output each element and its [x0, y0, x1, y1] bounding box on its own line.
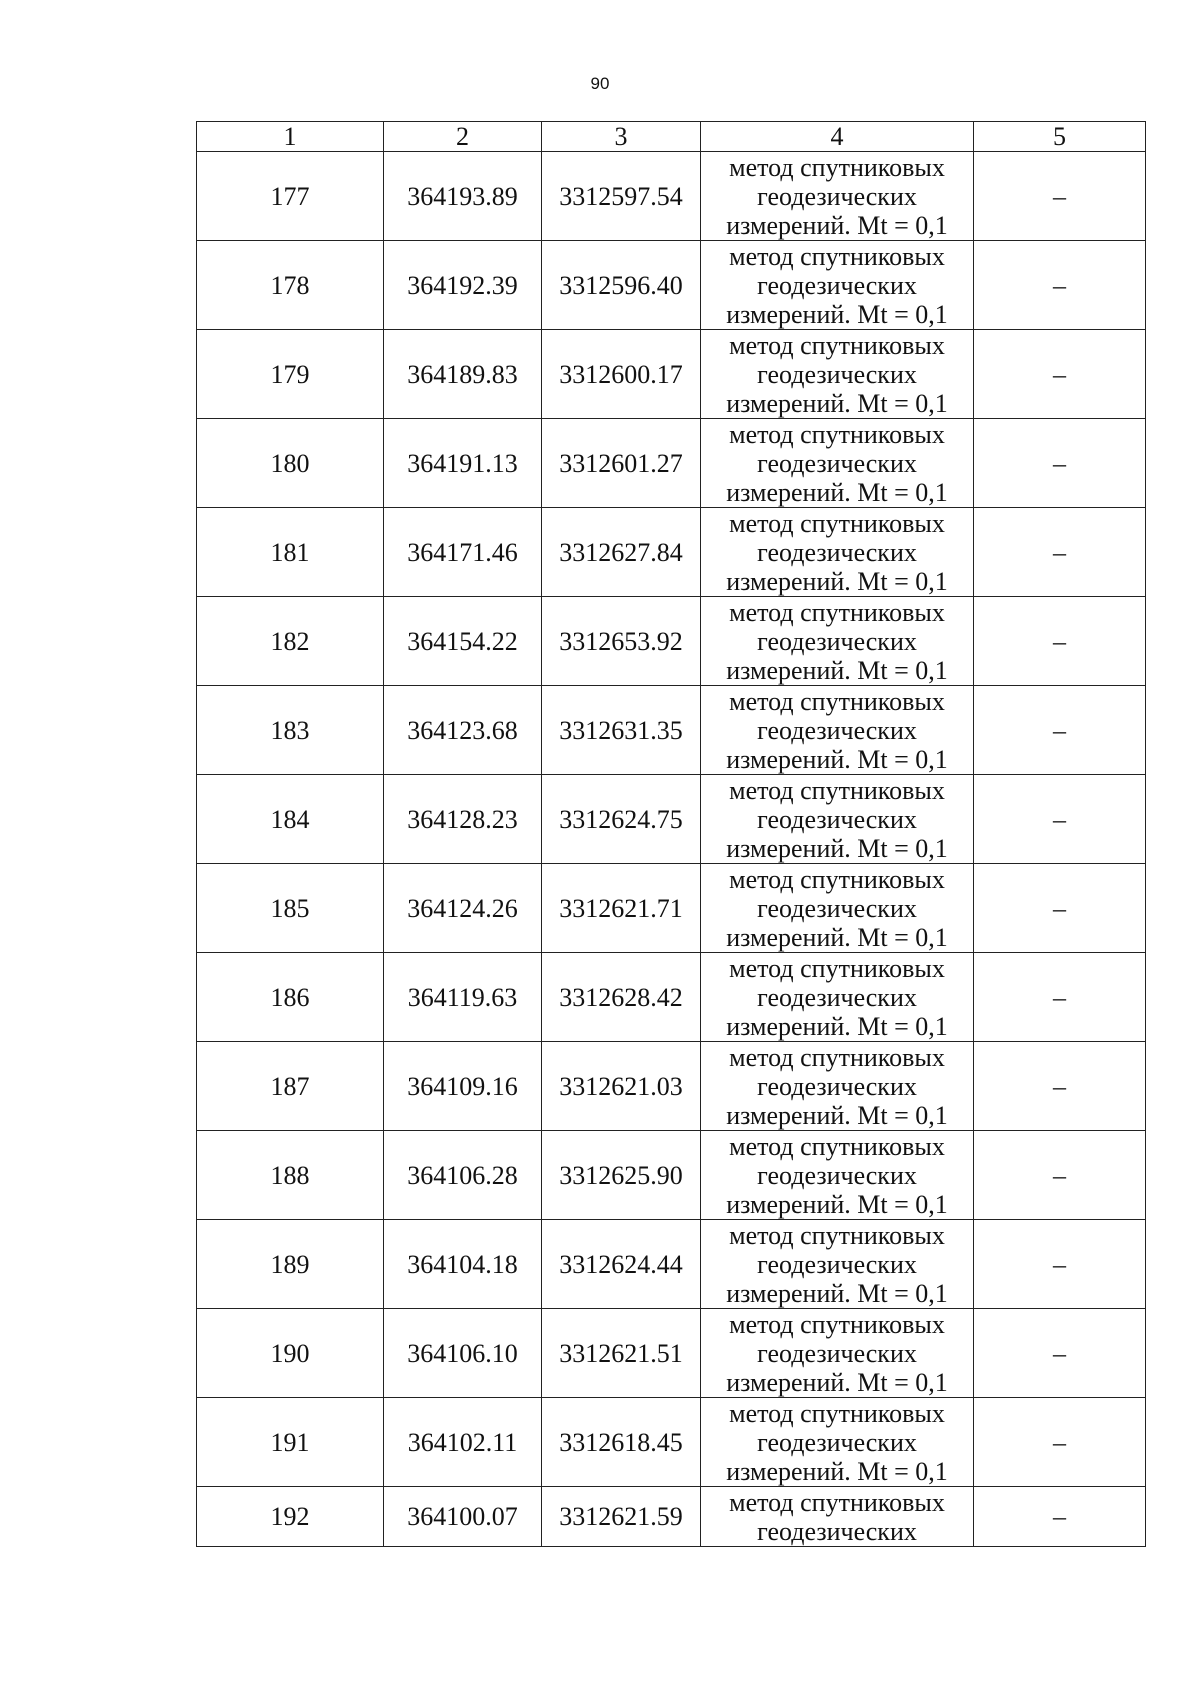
method-text-line: метод спутниковых — [729, 508, 945, 538]
method-cell — [701, 1042, 974, 1131]
method-text-line: геодезических — [757, 1516, 917, 1546]
point-number-cell: 187 — [197, 1042, 384, 1131]
table-row — [197, 152, 1146, 241]
method-text-line: измерений. Mt = 0,1 — [726, 1367, 948, 1397]
y-coordinate-cell: 3312621.71 — [542, 864, 701, 953]
point-number-cell: 182 — [197, 597, 384, 686]
method-cell — [701, 1487, 974, 1547]
method-text-line: метод спутниковых — [729, 152, 945, 182]
point-number-cell: 179 — [197, 330, 384, 419]
method-text-line: измерений. Mt = 0,1 — [726, 744, 948, 774]
x-coordinate-cell: 364191.13 — [384, 419, 542, 508]
table-row — [197, 1398, 1146, 1487]
method-text-line: измерений. Mt = 0,1 — [726, 1189, 948, 1219]
coordinates-table — [196, 121, 1146, 1547]
note-cell: – — [974, 330, 1146, 419]
method-text-line: геодезических — [757, 537, 917, 567]
method-text-line: метод спутниковых — [729, 1131, 945, 1161]
method-text-line: метод спутниковых — [729, 1042, 945, 1072]
y-coordinate-cell: 3312601.27 — [542, 419, 701, 508]
note-cell: – — [974, 419, 1146, 508]
x-coordinate-cell: 364189.83 — [384, 330, 542, 419]
y-coordinate-cell: 3312597.54 — [542, 152, 701, 241]
y-coordinate-cell: 3312600.17 — [542, 330, 701, 419]
table-row — [197, 1131, 1146, 1220]
note-cell: – — [974, 864, 1146, 953]
table-row — [197, 1309, 1146, 1398]
method-text-line: метод спутниковых — [729, 775, 945, 805]
method-cell — [701, 1220, 974, 1309]
x-coordinate-cell: 364102.11 — [384, 1398, 542, 1487]
note-cell: – — [974, 1220, 1146, 1309]
y-coordinate-cell: 3312621.51 — [542, 1309, 701, 1398]
y-coordinate-cell: 3312627.84 — [542, 508, 701, 597]
x-coordinate-cell: 364154.22 — [384, 597, 542, 686]
x-coordinate-cell: 364193.89 — [384, 152, 542, 241]
x-coordinate-cell: 364171.46 — [384, 508, 542, 597]
method-text-line: измерений. Mt = 0,1 — [726, 1100, 948, 1130]
point-number-cell: 184 — [197, 775, 384, 864]
note-cell: – — [974, 1487, 1146, 1547]
x-coordinate-cell: 364119.63 — [384, 953, 542, 1042]
method-text-line: метод спутниковых — [729, 1220, 945, 1250]
column-header-1: 1 — [197, 122, 384, 152]
note-cell: – — [974, 775, 1146, 864]
table-row — [197, 241, 1146, 330]
table-header-row — [197, 122, 1146, 152]
method-text-line: метод спутниковых — [729, 864, 945, 894]
method-text-line: геодезических — [757, 1071, 917, 1101]
table-row — [197, 686, 1146, 775]
table-row — [197, 953, 1146, 1042]
method-cell — [701, 152, 974, 241]
method-cell — [701, 1309, 974, 1398]
method-text-line: геодезических — [757, 181, 917, 211]
note-cell: – — [974, 1309, 1146, 1398]
y-coordinate-cell: 3312621.03 — [542, 1042, 701, 1131]
note-cell: – — [974, 1131, 1146, 1220]
method-text-line: геодезических — [757, 804, 917, 834]
method-text-line: геодезических — [757, 893, 917, 923]
table-row — [197, 775, 1146, 864]
method-text-line: геодезических — [757, 359, 917, 389]
method-text-line: измерений. Mt = 0,1 — [726, 1011, 948, 1041]
table-row — [197, 597, 1146, 686]
note-cell: – — [974, 241, 1146, 330]
method-cell — [701, 775, 974, 864]
y-coordinate-cell: 3312621.59 — [542, 1487, 701, 1547]
page-number: 90 — [590, 74, 610, 93]
point-number-cell: 189 — [197, 1220, 384, 1309]
method-cell — [701, 508, 974, 597]
method-text-line: измерений. Mt = 0,1 — [726, 210, 948, 240]
note-cell: – — [974, 1398, 1146, 1487]
point-number-cell: 191 — [197, 1398, 384, 1487]
method-text-line: измерений. Mt = 0,1 — [726, 299, 948, 329]
point-number-cell: 188 — [197, 1131, 384, 1220]
point-number-cell: 178 — [197, 241, 384, 330]
note-cell: – — [974, 508, 1146, 597]
x-coordinate-cell: 364192.39 — [384, 241, 542, 330]
method-text-line: измерений. Mt = 0,1 — [726, 1278, 948, 1308]
point-number-cell: 180 — [197, 419, 384, 508]
method-cell — [701, 241, 974, 330]
method-text-line: геодезических — [757, 1160, 917, 1190]
column-header-2: 2 — [384, 122, 542, 152]
x-coordinate-cell: 364109.16 — [384, 1042, 542, 1131]
method-text-line: метод спутниковых — [729, 597, 945, 627]
table-row — [197, 330, 1146, 419]
table-row — [197, 419, 1146, 508]
point-number-cell: 186 — [197, 953, 384, 1042]
method-text-line: метод спутниковых — [729, 330, 945, 360]
y-coordinate-cell: 3312625.90 — [542, 1131, 701, 1220]
x-coordinate-cell: 364104.18 — [384, 1220, 542, 1309]
method-text-line: геодезических — [757, 1249, 917, 1279]
x-coordinate-cell: 364100.07 — [384, 1487, 542, 1547]
note-cell: – — [974, 953, 1146, 1042]
method-text-line: метод спутниковых — [729, 1487, 945, 1517]
column-header-4: 4 — [701, 122, 974, 152]
x-coordinate-cell: 364106.10 — [384, 1309, 542, 1398]
table-row — [197, 1487, 1146, 1547]
note-cell: – — [974, 1042, 1146, 1131]
table-row — [197, 508, 1146, 597]
table-row — [197, 1042, 1146, 1131]
point-number-cell: 192 — [197, 1487, 384, 1547]
point-number-cell: 181 — [197, 508, 384, 597]
method-text-line: метод спутниковых — [729, 953, 945, 983]
note-cell: – — [974, 597, 1146, 686]
method-text-line: измерений. Mt = 0,1 — [726, 388, 948, 418]
table-row — [197, 864, 1146, 953]
method-text-line: измерений. Mt = 0,1 — [726, 477, 948, 507]
method-text-line: метод спутниковых — [729, 686, 945, 716]
method-text-line: измерений. Mt = 0,1 — [726, 1456, 948, 1486]
method-text-line: метод спутниковых — [729, 241, 945, 271]
point-number-cell: 185 — [197, 864, 384, 953]
point-number-cell: 183 — [197, 686, 384, 775]
method-cell — [701, 1131, 974, 1220]
method-cell — [701, 864, 974, 953]
y-coordinate-cell: 3312596.40 — [542, 241, 701, 330]
method-text-line: геодезических — [757, 715, 917, 745]
y-coordinate-cell: 3312624.75 — [542, 775, 701, 864]
method-text-line: измерений. Mt = 0,1 — [726, 655, 948, 685]
x-coordinate-cell: 364128.23 — [384, 775, 542, 864]
note-cell: – — [974, 152, 1146, 241]
method-cell — [701, 597, 974, 686]
y-coordinate-cell: 3312618.45 — [542, 1398, 701, 1487]
method-text-line: геодезических — [757, 270, 917, 300]
method-cell — [701, 1398, 974, 1487]
method-text-line: измерений. Mt = 0,1 — [726, 922, 948, 952]
method-text-line: метод спутниковых — [729, 1309, 945, 1339]
method-text-line: геодезических — [757, 1427, 917, 1457]
column-header-5: 5 — [974, 122, 1146, 152]
method-cell — [701, 686, 974, 775]
column-header-3: 3 — [542, 122, 701, 152]
note-cell: – — [974, 686, 1146, 775]
y-coordinate-cell: 3312624.44 — [542, 1220, 701, 1309]
x-coordinate-cell: 364123.68 — [384, 686, 542, 775]
y-coordinate-cell: 3312631.35 — [542, 686, 701, 775]
method-cell — [701, 330, 974, 419]
method-text-line: метод спутниковых — [729, 419, 945, 449]
method-text-line: измерений. Mt = 0,1 — [726, 566, 948, 596]
method-cell — [701, 419, 974, 508]
method-text-line: метод спутниковых — [729, 1398, 945, 1428]
point-number-cell: 190 — [197, 1309, 384, 1398]
table-row — [197, 1220, 1146, 1309]
x-coordinate-cell: 364106.28 — [384, 1131, 542, 1220]
point-number-cell: 177 — [197, 152, 384, 241]
method-cell — [701, 953, 974, 1042]
method-text-line: геодезических — [757, 448, 917, 478]
x-coordinate-cell: 364124.26 — [384, 864, 542, 953]
method-text-line: геодезических — [757, 1338, 917, 1368]
method-text-line: геодезических — [757, 982, 917, 1012]
method-text-line: измерений. Mt = 0,1 — [726, 833, 948, 863]
method-text-line: геодезических — [757, 626, 917, 656]
y-coordinate-cell: 3312628.42 — [542, 953, 701, 1042]
y-coordinate-cell: 3312653.92 — [542, 597, 701, 686]
